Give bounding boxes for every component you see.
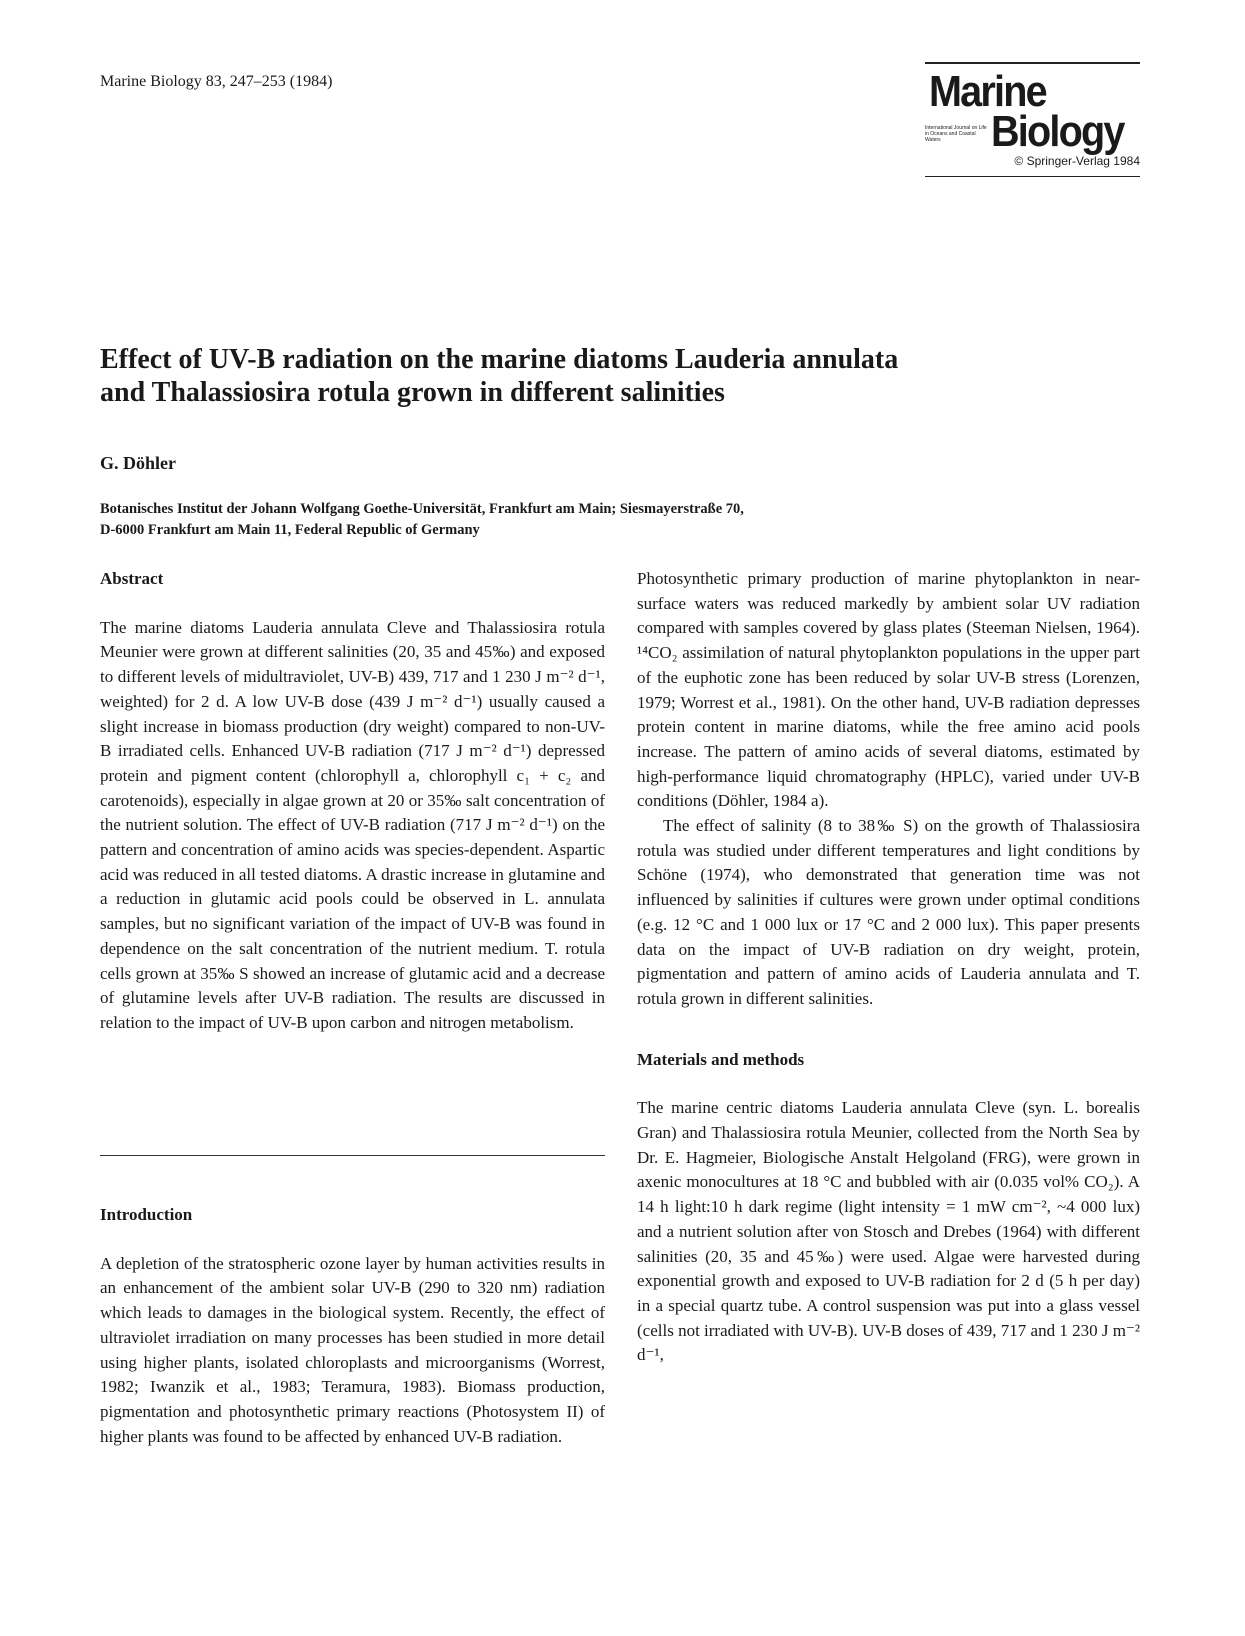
affiliation-line-1: Botanisches Institut der Johann Wolfgang Goethe-Universität, Frankfurt am Main; Siesmayerstraße 70, [100,501,744,517]
title-line-1: Effect of UV-B radiation on the marine diatoms Lauderia annulata [100,344,899,375]
abstract-heading: Abstract [100,569,164,588]
journal-logo-biology: Biology [991,106,1124,156]
copyright-notice: © Springer-Verlag 1984 [1014,153,1140,168]
masthead-bottom-rule [925,176,1140,178]
introduction-text: A depletion of the stratospheric ozone layer by human activities results in an enhancement of the ambient solar UV-B (290 to 320 nm) radiation which leads to damages in the biological system. Recently, the effect of ultraviolet irradiation on many processes has been studied in more detail using higher plants, isolated chloroplasts and microorganisms (Worrest, 1982; Iwanzik et al., 1983; Teramura, 1983). Biomass production, pigmentation and photosynthetic primary reactions (Photosystem II) of higher plants was found to be affected by enhanced UV-B radiation. [100,1253,605,1446]
intro-paragraph-2: The effect of salinity (8 to 38‰ S) on the growth of Thalassiosira rotula was studied under different temperatures and light conditions by Schöne (1974), who demonstrated that generation time was not influenced by salinities if cultures were grown under optimal conditions (e.g. 12 °C and 1 000 lux or 17 °C and 2 000 lux). This paper presents data on the impact of UV-B radiation on dry weight, protein, pigmentation and pattern of amino acids of Lauderia annulata and T. rotula grown in different salinities. [637,816,1140,1008]
journal-logo-row [925,106,1140,156]
methods-heading: Materials and methods [637,1049,805,1069]
author-name: G. Döhler [100,453,176,473]
abstract-section [100,567,605,1036]
journal-logo-marine: Marine [929,66,1046,116]
article-title [100,343,1100,409]
introduction-section [100,1203,605,1449]
title-line-2: and Thalassiosira rotula grown in different salinities [100,377,725,408]
affiliation-line-2: D-6000 Frankfurt am Main 11, Federal Republic of Germany [100,522,480,538]
author-affiliation [100,499,1100,541]
methods-text: The marine centric diatoms Lauderia annulata Cleve (syn. L. borealis Gran) and Thalassiosira rotula Meunier, collected from the North Sea by Dr. E. Hagmeier, Biologische Anstalt Helgoland (FRG), were grown in axenic monocultures at 18 °C and bubbled with air (0.035 vol% CO₂). A 14 h light:10 h dark regime (light intensity = 1 mW cm⁻², ~4 000 lux) and a nutrient solution after von Stosch and Drebes (1964) with different salinities (20, 35 and 45‰) were used. Algae were harvested during exponential growth and exposed to UV-B radiation for 2 d (5 h per day) in a special quartz tube. A control suspension was put into a glass vessel (cells not irradiated with UV-B). UV-B doses of 439, 717 and 1 230 J m⁻² d⁻¹, [637,1098,1140,1365]
masthead-top-rule [925,62,1140,64]
journal-subtitle: International Journal on Life in Oceans and Coastal Waters [925,124,987,143]
introduction-heading: Introduction [100,1205,193,1224]
intro-paragraph-1: Photosynthetic primary production of marine phytoplankton in near-surface waters was reduced markedly by ambient solar UV radiation compared with samples covered by glass plates (Steeman Nielsen, 1964). ¹⁴CO₂ assimilation of natural phytoplankton populations in the upper part of the euphotic zone has been reduced by solar UV-B stress (Lorenzen, 1979; Worrest et al., 1981). On the other hand, UV-B radiation depresses protein content in marine diatoms, while the free amino acid pools increase. The pattern of amino acids of several diatoms, estimated by high-performance liquid chromatography (HPLC), varied under UV-B conditions (Döhler, 1984 a). [637,569,1140,811]
journal-masthead [925,62,1140,177]
right-column [637,567,1140,1368]
abstract-divider [100,1155,605,1156]
journal-citation: Marine Biology 83, 247–253 (1984) [100,73,333,90]
abstract-text: The marine diatoms Lauderia annulata Cleve and Thalassiosira rotula Meunier were grown at different salinities (20, 35 and 45‰) and exposed to different levels of midultraviolet, UV-B) 439, 717 and 1 230 J m⁻² d⁻¹, weighted) for 2 d. A low UV-B dose (439 J m⁻² d⁻¹) usually caused a slight increase in biomass production (dry weight) compared to non-UV-B irradiated cells. Enhanced UV-B radiation (717 J m⁻² d⁻¹) depressed protein and pigment content (chlorophyll a, chlorophyll c₁ + c₂ and carotenoids), especially in algae grown at 20 or 35‰ salt concentration of the nutrient solution. The effect of UV-B radiation (717 J m⁻² d⁻¹) on the pattern and concentration of amino acids was species-dependent. Aspartic acid was reduced in all tested diatoms. A drastic increase in glutamine and a reduction in glutamic acid pools could be observed in L. annulata samples, but no significant variation of the impact of UV-B was found in dependence on the salt concentration of the nutrient medium. T. rotula cells grown at 35‰ S showed an increase of glutamic acid and a decrease of glutamine levels after UV-B radiation. The results are discussed in relation to the impact of UV-B upon carbon and nitrogen metabolism. [100,617,605,1032]
